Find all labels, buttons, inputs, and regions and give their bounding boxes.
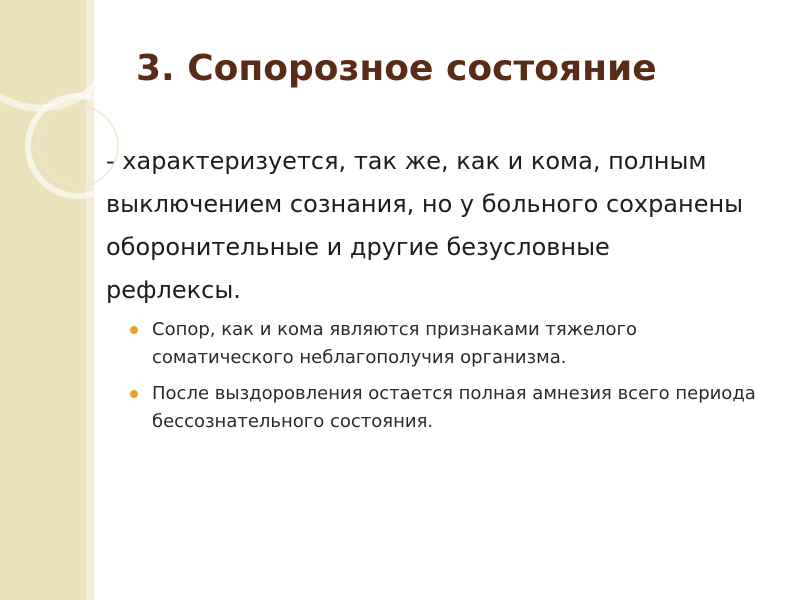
- bullet-dot-icon: [130, 390, 138, 398]
- bullet-item: [126, 316, 766, 372]
- bullet-list: [126, 316, 766, 444]
- slide-title: 3. Сопорозное состояние: [136, 48, 657, 89]
- intro-paragraph: - характеризуется, так же, как и кома, полным выключением сознания, но у больного сохранены оборонительные и другие безусловные рефлексы.: [106, 147, 744, 304]
- bullet-dot-icon: [130, 326, 138, 334]
- bullet-text: После выздоровления остается полная амнезия всего периода бессознательного состояния.: [152, 383, 756, 432]
- bullet-item: [126, 380, 766, 436]
- bullet-text: Сопор, как и кома являются признаками тяжелого соматического неблагополучия организма.: [152, 319, 637, 368]
